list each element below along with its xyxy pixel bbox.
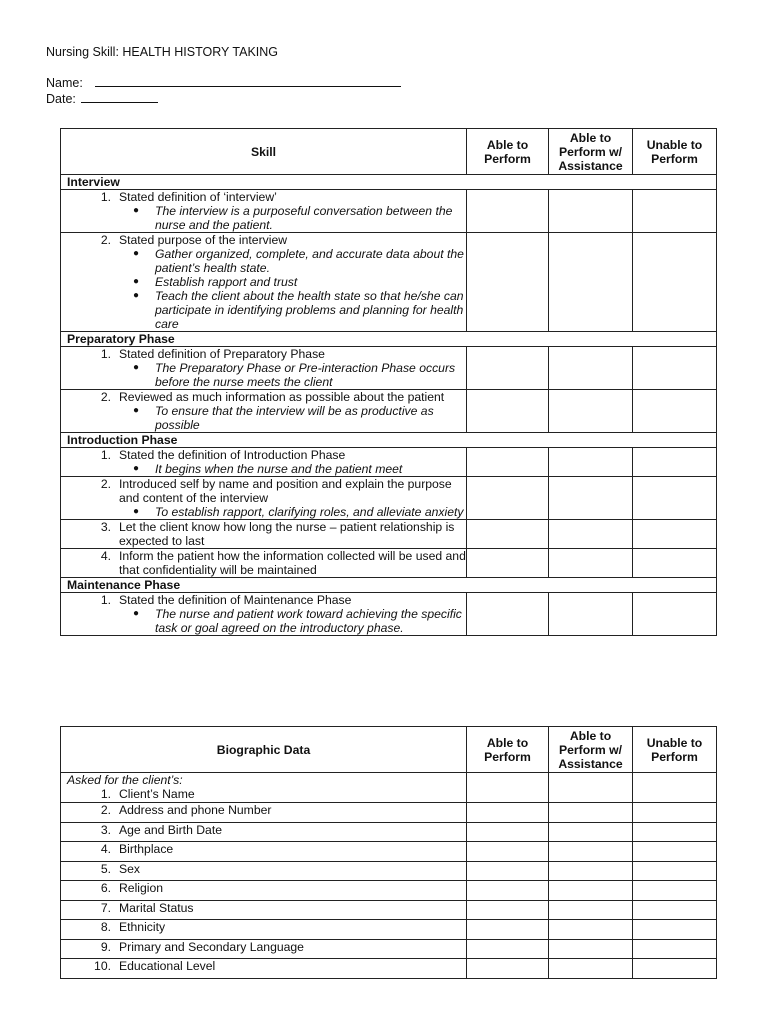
table-row <box>61 822 717 842</box>
document-header <box>46 45 401 107</box>
unable-to-perform-cell[interactable] <box>633 773 717 803</box>
able-to-perform-cell[interactable] <box>467 347 549 390</box>
column-header-able-assist: Able to Perform w/ Assistance <box>549 727 633 773</box>
bullet-dot-icon: ● <box>133 405 140 416</box>
item-text: Age and Birth Date <box>119 822 222 837</box>
item-number: 2. <box>100 390 111 404</box>
column-header-able-assist: Able to Perform w/ Assistance <box>549 129 633 175</box>
able-with-assistance-cell[interactable] <box>549 593 633 636</box>
item-number: 1. <box>100 787 111 801</box>
able-to-perform-cell[interactable] <box>467 390 549 433</box>
item-number: 3. <box>100 520 111 534</box>
item-text: Stated the definition of Introduction Phase <box>119 448 346 462</box>
able-with-assistance-cell[interactable] <box>549 233 633 332</box>
bullet-text: Teach the client about the health state so that he/she can participate in identifying problems and planning for health care <box>155 289 464 331</box>
table-row <box>61 861 717 881</box>
unable-to-perform-cell[interactable] <box>633 822 717 842</box>
table-row <box>61 448 717 477</box>
item-number: 4. <box>100 842 111 856</box>
item-text: Religion <box>119 881 164 895</box>
able-to-perform-cell[interactable] <box>467 593 549 636</box>
able-to-perform-cell[interactable] <box>467 448 549 477</box>
name-blank-line <box>95 75 401 87</box>
able-with-assistance-cell[interactable] <box>549 861 633 881</box>
biographic-item <box>61 940 466 954</box>
biographic-cell <box>61 803 467 823</box>
bullet-item <box>61 404 466 432</box>
skill-cell <box>61 549 467 578</box>
item-text: Stated the definition of Maintenance Phase <box>119 593 352 607</box>
skill-item <box>61 233 466 247</box>
item-number: 5. <box>100 861 111 876</box>
column-header-unable: Unable to Perform <box>633 129 717 175</box>
column-header-skill: Skill <box>61 129 467 175</box>
bullet-text: It begins when the nurse and the patient meet <box>155 462 403 476</box>
able-to-perform-cell[interactable] <box>467 233 549 332</box>
date-label: Date: <box>46 92 76 106</box>
column-header-able: Able to Perform <box>467 727 549 773</box>
date-blank-line <box>81 91 158 103</box>
bullet-text: To establish rapport, clarifying roles, and alleviate anxiety <box>155 505 464 519</box>
item-number: 8. <box>100 920 111 934</box>
item-text: Stated purpose of the interview <box>119 233 288 247</box>
skill-cell <box>61 390 467 433</box>
able-with-assistance-cell[interactable] <box>549 842 633 862</box>
biographic-cell <box>61 881 467 901</box>
item-number: 2. <box>100 233 111 247</box>
able-with-assistance-cell[interactable] <box>549 881 633 901</box>
unable-to-perform-cell[interactable] <box>633 520 717 549</box>
able-with-assistance-cell[interactable] <box>549 822 633 842</box>
biographic-cell <box>61 842 467 862</box>
item-number: 9. <box>100 939 111 954</box>
biographic-item <box>61 901 466 915</box>
skill-item <box>61 448 466 462</box>
able-to-perform-cell[interactable] <box>467 881 549 901</box>
bullet-dot-icon: ● <box>133 608 140 619</box>
able-to-perform-cell[interactable] <box>467 842 549 862</box>
biographic-item <box>61 842 466 856</box>
biographic-cell <box>61 900 467 920</box>
section-title: Interview <box>61 175 717 190</box>
table-row <box>61 477 717 520</box>
item-text: Ethnicity <box>119 920 166 934</box>
item-text: Marital Status <box>119 900 194 915</box>
bullet-dot-icon: ● <box>133 362 140 373</box>
biographic-item <box>61 959 466 973</box>
unable-to-perform-cell[interactable] <box>633 881 717 901</box>
table-row <box>61 347 717 390</box>
bullet-text: To ensure that the interview will be as productive as possible <box>155 404 434 432</box>
biographic-cell <box>61 773 467 803</box>
biographic-cell <box>61 861 467 881</box>
skill-item <box>61 390 466 404</box>
unable-to-perform-cell[interactable] <box>633 593 717 636</box>
section-title: Preparatory Phase <box>61 332 717 347</box>
biographic-item <box>61 881 466 895</box>
skill-item <box>61 477 466 505</box>
table-row <box>61 803 717 823</box>
section-title: Maintenance Phase <box>61 578 717 593</box>
unable-to-perform-cell[interactable] <box>633 448 717 477</box>
date-field <box>46 91 401 107</box>
table-row <box>61 773 717 803</box>
table-header-row <box>61 727 717 773</box>
bullet-item <box>61 462 466 476</box>
skill-item <box>61 593 466 607</box>
item-text: Educational Level <box>119 959 216 973</box>
item-number: 1. <box>100 593 111 607</box>
name-label: Name: <box>46 76 83 90</box>
unable-to-perform-cell[interactable] <box>633 190 717 233</box>
bullet-item <box>61 204 466 232</box>
table-row <box>61 900 717 920</box>
able-to-perform-cell[interactable] <box>467 773 549 803</box>
bullet-text: The Preparatory Phase or Pre-interaction Phase occurs before the nurse meets the client <box>155 361 456 389</box>
bullet-text: The nurse and patient work toward achieving the specific task or goal agreed on the introductory phase. <box>155 607 462 635</box>
table-row <box>61 959 717 979</box>
unable-to-perform-cell[interactable] <box>633 959 717 979</box>
biographic-item <box>61 862 466 876</box>
bullet-dot-icon: ● <box>133 248 140 259</box>
table-row <box>61 920 717 940</box>
unable-to-perform-cell[interactable] <box>633 920 717 940</box>
skill-item <box>61 549 466 577</box>
bullet-dot-icon: ● <box>133 205 140 216</box>
item-text: Introduced self by name and position and explain the purpose and content of the interview <box>119 477 452 505</box>
able-with-assistance-cell[interactable] <box>549 477 633 520</box>
able-to-perform-cell[interactable] <box>467 959 549 979</box>
biographic-item <box>61 787 466 801</box>
bullet-item <box>61 289 466 331</box>
item-number: 6. <box>100 881 111 895</box>
unable-to-perform-cell[interactable] <box>633 861 717 881</box>
bullet-item <box>61 361 466 389</box>
item-number: 1. <box>100 347 111 361</box>
able-with-assistance-cell[interactable] <box>549 920 633 940</box>
unable-to-perform-cell[interactable] <box>633 390 717 433</box>
able-with-assistance-cell[interactable] <box>549 939 633 959</box>
table-row <box>61 233 717 332</box>
able-to-perform-cell[interactable] <box>467 520 549 549</box>
bullet-item <box>61 247 466 275</box>
biographic-cell <box>61 920 467 940</box>
skill-cell <box>61 190 467 233</box>
bullet-item <box>61 505 466 519</box>
able-to-perform-cell[interactable] <box>467 920 549 940</box>
table-row <box>61 939 717 959</box>
biographic-item <box>61 823 466 837</box>
able-with-assistance-cell[interactable] <box>549 390 633 433</box>
name-field <box>46 75 401 91</box>
bullet-text: The interview is a purposeful conversation between the nurse and the patient. <box>155 204 453 232</box>
unable-to-perform-cell[interactable] <box>633 900 717 920</box>
section-title: Introduction Phase <box>61 433 717 448</box>
item-number: 1. <box>100 448 111 462</box>
bullet-dot-icon: ● <box>133 290 140 301</box>
bullet-dot-icon: ● <box>133 276 140 287</box>
bullet-item <box>61 607 466 635</box>
table-row <box>61 593 717 636</box>
item-text: Sex <box>119 861 141 876</box>
skill-item <box>61 190 466 204</box>
item-text: Let the client know how long the nurse – patient relationship is expected to last <box>119 520 455 548</box>
able-with-assistance-cell[interactable] <box>549 448 633 477</box>
unable-to-perform-cell[interactable] <box>633 939 717 959</box>
skill-cell <box>61 448 467 477</box>
table-header-row <box>61 129 717 175</box>
able-to-perform-cell[interactable] <box>467 803 549 823</box>
bullet-dot-icon: ● <box>133 506 140 517</box>
bullet-dot-icon: ● <box>133 463 140 474</box>
able-to-perform-cell[interactable] <box>467 477 549 520</box>
able-with-assistance-cell[interactable] <box>549 190 633 233</box>
table-row <box>61 190 717 233</box>
unable-to-perform-cell[interactable] <box>633 233 717 332</box>
able-with-assistance-cell[interactable] <box>549 803 633 823</box>
item-number: 3. <box>100 822 111 837</box>
able-with-assistance-cell[interactable] <box>549 549 633 578</box>
item-text: Stated definition of Preparatory Phase <box>119 347 325 361</box>
bullet-text: Establish rapport and trust <box>155 275 298 289</box>
skill-item <box>61 347 466 361</box>
able-with-assistance-cell[interactable] <box>549 773 633 803</box>
column-header-unable: Unable to Perform <box>633 727 717 773</box>
item-text: Birthplace <box>119 842 174 856</box>
item-text: Address and phone Number <box>119 803 272 817</box>
table-row <box>61 549 717 578</box>
table-row <box>61 520 717 549</box>
item-number: 2. <box>100 803 111 817</box>
item-number: 2. <box>100 477 111 491</box>
table-row <box>61 390 717 433</box>
able-with-assistance-cell[interactable] <box>549 520 633 549</box>
skill-cell <box>61 233 467 332</box>
able-with-assistance-cell[interactable] <box>549 959 633 979</box>
skill-cell <box>61 593 467 636</box>
section-row <box>61 578 717 593</box>
unable-to-perform-cell[interactable] <box>633 803 717 823</box>
bullet-item <box>61 275 466 289</box>
unable-to-perform-cell[interactable] <box>633 842 717 862</box>
table-row <box>61 881 717 901</box>
item-number: 7. <box>100 900 111 915</box>
biographic-item <box>61 920 466 934</box>
item-text: Primary and Secondary Language <box>119 939 304 954</box>
skill-cell <box>61 347 467 390</box>
skill-checklist-table <box>60 128 717 636</box>
section-row <box>61 175 717 190</box>
able-to-perform-cell[interactable] <box>467 822 549 842</box>
column-header-biographic: Biographic Data <box>61 727 467 773</box>
asked-for-label: Asked for the client’s: <box>67 773 183 787</box>
item-text: Stated definition of ‘interview’ <box>119 190 277 204</box>
item-number: 1. <box>100 190 111 204</box>
able-to-perform-cell[interactable] <box>467 190 549 233</box>
biographic-item <box>61 803 466 817</box>
biographic-data-table <box>60 726 717 979</box>
able-to-perform-cell[interactable] <box>467 861 549 881</box>
item-number: 4. <box>100 549 111 563</box>
item-text: Inform the patient how the information collected will be used and that confidentiality will be maintained <box>119 549 466 577</box>
able-to-perform-cell[interactable] <box>467 939 549 959</box>
item-text: Client’s Name <box>119 787 195 801</box>
unable-to-perform-cell[interactable] <box>633 347 717 390</box>
biographic-cell <box>61 939 467 959</box>
skill-item <box>61 520 466 548</box>
able-with-assistance-cell[interactable] <box>549 347 633 390</box>
item-text: Reviewed as much information as possible about the patient <box>119 390 445 404</box>
biographic-cell <box>61 822 467 842</box>
skill-cell <box>61 520 467 549</box>
column-header-able: Able to Perform <box>467 129 549 175</box>
bullet-text: Gather organized, complete, and accurate data about the patient’s health state. <box>155 247 464 275</box>
unable-to-perform-cell[interactable] <box>633 477 717 520</box>
item-number: 10. <box>94 959 111 973</box>
section-row <box>61 332 717 347</box>
unable-to-perform-cell[interactable] <box>633 549 717 578</box>
able-to-perform-cell[interactable] <box>467 549 549 578</box>
document-title: Nursing Skill: HEALTH HISTORY TAKING <box>46 45 279 59</box>
skill-cell <box>61 477 467 520</box>
able-with-assistance-cell[interactable] <box>549 900 633 920</box>
section-row <box>61 433 717 448</box>
able-to-perform-cell[interactable] <box>467 900 549 920</box>
biographic-cell <box>61 959 467 979</box>
table-row <box>61 842 717 862</box>
